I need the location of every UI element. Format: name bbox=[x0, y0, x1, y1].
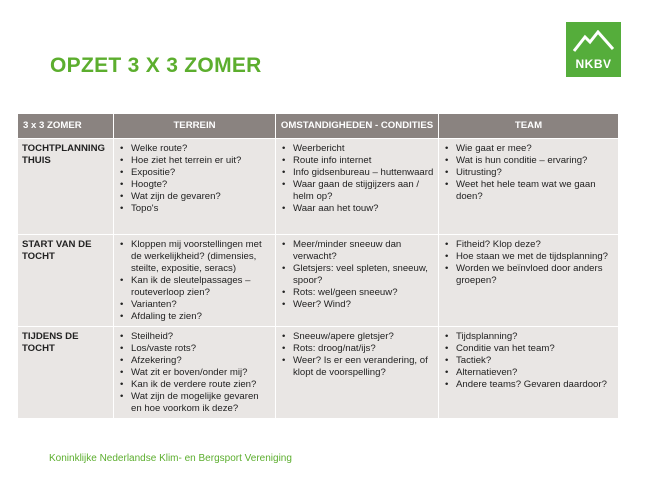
nkbv-logo bbox=[566, 22, 621, 77]
list-item: • Conditie van het team? bbox=[443, 343, 614, 355]
cell-team bbox=[439, 327, 619, 419]
list-item: • Tactiek? bbox=[443, 355, 614, 367]
list-item: • Waar aan het touw? bbox=[280, 203, 434, 215]
list-item: • Los/vaste rots? bbox=[118, 343, 271, 355]
list-item: • Route info internet bbox=[280, 155, 434, 167]
list-item: • Weerbericht bbox=[280, 143, 434, 155]
list-item: • Weer? Is er een verandering, of klopt de voorspelling? bbox=[280, 355, 434, 379]
header-terrein: TERREIN bbox=[114, 114, 276, 139]
list-item: • Wat zit er boven/onder mij? bbox=[118, 367, 271, 379]
list-item: • Andere teams? Gevaren daardoor? bbox=[443, 379, 614, 391]
list-item: • Waar gaan de stijgijzers aan / helm op? bbox=[280, 179, 434, 203]
bullet-list bbox=[280, 143, 434, 215]
header-omstandigheden: OMSTANDIGHEDEN - CONDITIES bbox=[276, 114, 439, 139]
bullet-list bbox=[280, 331, 434, 379]
list-item: • Sneeuw/apere gletsjer? bbox=[280, 331, 434, 343]
cell-team bbox=[439, 139, 619, 235]
list-item: • Meer/minder sneeuw dan verwacht? bbox=[280, 239, 434, 263]
list-item: • Fitheid? Klop deze? bbox=[443, 239, 614, 251]
list-item: • Wat is hun conditie – ervaring? bbox=[443, 155, 614, 167]
list-item: • Afzekering? bbox=[118, 355, 271, 367]
row-label: TOCHTPLANNING THUIS bbox=[18, 139, 114, 235]
table-row bbox=[18, 327, 619, 419]
list-item: • Expositie? bbox=[118, 167, 271, 179]
list-item: • Topo's bbox=[118, 203, 271, 215]
list-item: • Hoe ziet het terrein er uit? bbox=[118, 155, 271, 167]
list-item: • Hoogte? bbox=[118, 179, 271, 191]
list-item: • Steilheid? bbox=[118, 331, 271, 343]
list-item: • Uitrusting? bbox=[443, 167, 614, 179]
row-label: TIJDENS DE TOCHT bbox=[18, 327, 114, 419]
list-item: • Wat zijn de gevaren? bbox=[118, 191, 271, 203]
list-item: • Wie gaat er mee? bbox=[443, 143, 614, 155]
bullet-list bbox=[443, 239, 614, 287]
list-item: • Weet het hele team wat we gaan doen? bbox=[443, 179, 614, 203]
row-label: START VAN DE TOCHT bbox=[18, 235, 114, 327]
table-row bbox=[18, 235, 619, 327]
planning-table bbox=[17, 113, 619, 419]
bullet-list bbox=[118, 143, 271, 215]
footer-text: Koninklijke Nederlandse Klim- en Bergsport Vereniging bbox=[49, 453, 292, 464]
logo-text: NKBV bbox=[575, 57, 612, 71]
bullet-list bbox=[443, 143, 614, 203]
list-item: • Info gidsenbureau – huttenwaard bbox=[280, 167, 434, 179]
list-item: • Tijdsplanning? bbox=[443, 331, 614, 343]
list-item: • Varianten? bbox=[118, 299, 271, 311]
cell-terrein bbox=[114, 235, 276, 327]
cell-team bbox=[439, 235, 619, 327]
header-team: TEAM bbox=[439, 114, 619, 139]
bullet-list bbox=[280, 239, 434, 311]
bullet-list bbox=[443, 331, 614, 391]
list-item: • Kloppen mij voorstellingen met de werkelijkheid? (dimensies, steilte, expositie, seracs) bbox=[118, 239, 271, 275]
list-item: • Kan ik de sleutelpassages – routeverloop zien? bbox=[118, 275, 271, 299]
bullet-list bbox=[118, 331, 271, 415]
list-item: • Afdaling te zien? bbox=[118, 311, 271, 323]
list-item: • Rots: wel/geen sneeuw? bbox=[280, 287, 434, 299]
header-3x3-zomer: 3 x 3 ZOMER bbox=[18, 114, 114, 139]
list-item: • Wat zijn de mogelijke gevaren en hoe voorkom ik deze? bbox=[118, 391, 271, 415]
table-header-row bbox=[18, 114, 619, 139]
bullet-list bbox=[118, 239, 271, 323]
list-item: • Kan ik de verdere route zien? bbox=[118, 379, 271, 391]
mountain-icon bbox=[573, 30, 614, 52]
cell-terrein bbox=[114, 139, 276, 235]
list-item: • Weer? Wind? bbox=[280, 299, 434, 311]
cell-terrein bbox=[114, 327, 276, 419]
list-item: • Rots: droog/nat/ijs? bbox=[280, 343, 434, 355]
list-item: • Worden we beïnvloed door anders groepen? bbox=[443, 263, 614, 287]
table-row bbox=[18, 139, 619, 235]
cell-omstandigheden bbox=[276, 235, 439, 327]
page-title: OPZET 3 X 3 ZOMER bbox=[50, 54, 262, 77]
cell-omstandigheden bbox=[276, 139, 439, 235]
cell-omstandigheden bbox=[276, 327, 439, 419]
list-item: • Hoe staan we met de tijdsplanning? bbox=[443, 251, 614, 263]
list-item: • Welke route? bbox=[118, 143, 271, 155]
list-item: • Alternatieven? bbox=[443, 367, 614, 379]
list-item: • Gletsjers: veel spleten, sneeuw, spoor? bbox=[280, 263, 434, 287]
